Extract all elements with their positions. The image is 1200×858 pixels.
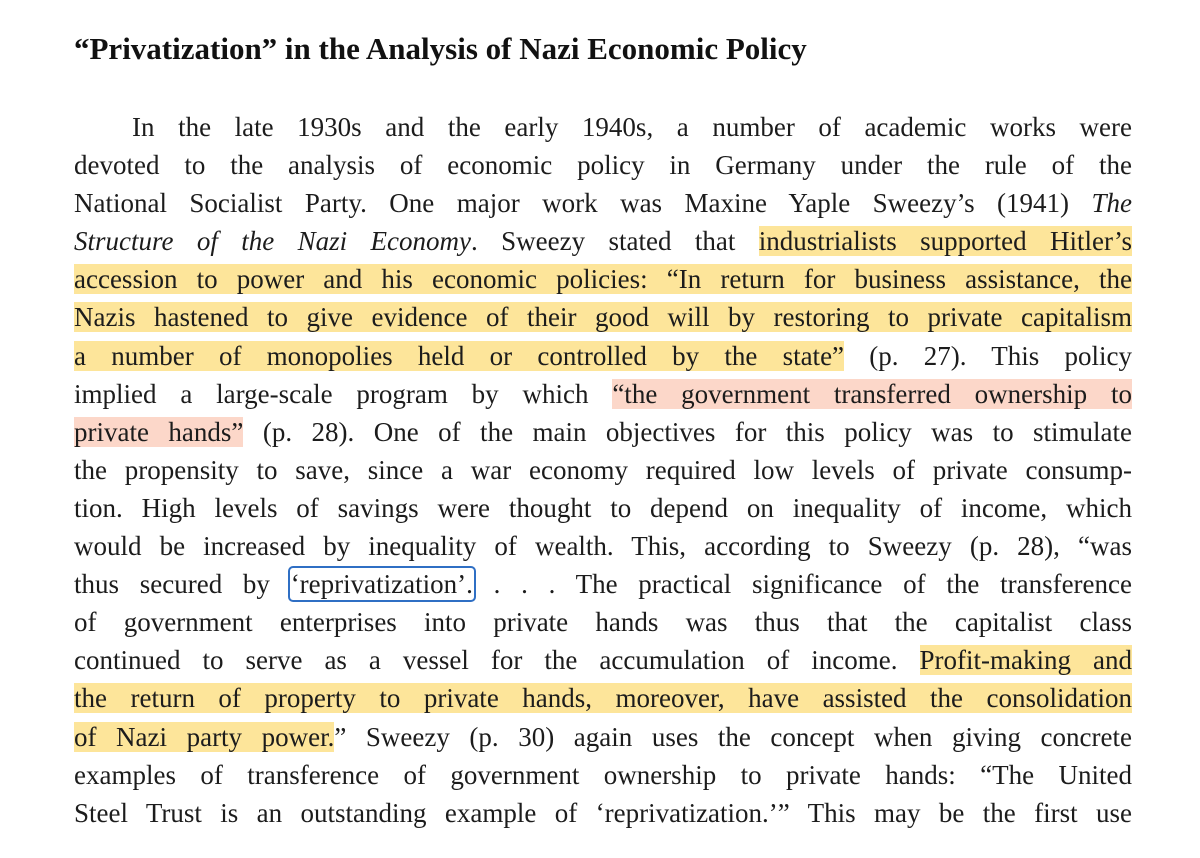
text-line bbox=[74, 146, 1132, 184]
text-line bbox=[74, 451, 1132, 489]
text-line bbox=[74, 108, 1132, 146]
highlighted-text: of Nazi party power. bbox=[74, 721, 335, 752]
text-run: of government enterprises into private hands was thus that the capitalist class bbox=[74, 607, 1132, 638]
text-run: the propensity to save, since a war economy required low levels of private consump- bbox=[74, 454, 1132, 485]
text-run: continued to serve as a vessel for the accumulation of income. bbox=[74, 645, 920, 676]
text-line bbox=[74, 641, 1132, 679]
highlighted-text: Profit-making and bbox=[919, 645, 1132, 676]
text-run: thus secured by bbox=[74, 569, 291, 600]
text-line bbox=[74, 413, 1132, 451]
selected-text-box[interactable]: ‘reprivatization’. bbox=[290, 569, 473, 600]
text-line bbox=[74, 184, 1132, 222]
highlighted-text: accession to power and his economic policies: “In return for business assistance, the bbox=[74, 264, 1132, 295]
text-run: (p. 27). This policy bbox=[844, 340, 1132, 371]
section-heading: “Privatization” in the Analysis of Nazi Economic Policy bbox=[74, 31, 807, 66]
text-line bbox=[74, 260, 1132, 298]
text-run: . Sweezy stated that bbox=[471, 226, 759, 257]
text-line bbox=[74, 337, 1132, 375]
italic-title-text: The bbox=[1091, 188, 1132, 219]
text-run: . . . The practical significance of the transference bbox=[472, 569, 1132, 600]
text-line bbox=[74, 222, 1132, 260]
text-line bbox=[74, 718, 1132, 756]
text-line bbox=[74, 565, 1132, 603]
highlighted-text: industrialists supported Hitler’s bbox=[758, 226, 1132, 257]
highlighted-text: the return of property to private hands, moreover, have assisted the consolidation bbox=[74, 683, 1132, 714]
text-run: National Socialist Party. One major work was Maxine Yaple Sweezy’s (1941) bbox=[74, 188, 1092, 219]
text-run: In the late 1930s and the early 1940s, a number of academic works were bbox=[132, 112, 1132, 142]
text-run: examples of transference of government ownership to private hands: “The United bbox=[74, 759, 1132, 790]
text-line bbox=[74, 679, 1132, 717]
highlighted-text-pink: “the government transferred ownership to bbox=[612, 378, 1132, 409]
text-line bbox=[74, 298, 1132, 336]
text-run: tion. High levels of savings were thought to depend on inequality of income, which bbox=[74, 492, 1132, 523]
text-line bbox=[74, 375, 1132, 413]
text-line bbox=[74, 603, 1132, 641]
highlighted-text: a number of monopolies held or controlled by the state” bbox=[74, 340, 845, 371]
text-run: ” Sweezy (p. 30) again uses the concept when giving concrete bbox=[334, 721, 1132, 752]
text-run: would be increased by inequality of wealth. This, according to Sweezy (p. 28), “was bbox=[74, 531, 1132, 562]
text-line bbox=[74, 794, 1132, 832]
text-run: (p. 28). One of the main objectives for this policy was to stimulate bbox=[243, 416, 1132, 447]
highlighted-text-pink: private hands” bbox=[74, 416, 244, 447]
highlighted-text: Nazis hastened to give evidence of their good will by restoring to private capitalism bbox=[74, 302, 1132, 333]
text-line bbox=[74, 527, 1132, 565]
body-paragraph bbox=[74, 108, 1132, 832]
text-run: devoted to the analysis of economic policy in Germany under the rule of the bbox=[74, 150, 1132, 181]
text-line bbox=[74, 756, 1132, 794]
text-run: implied a large-scale program by which bbox=[74, 378, 613, 409]
text-line bbox=[74, 489, 1132, 527]
text-run: Steel Trust is an outstanding example of ‘reprivatization.’” This may be the first use bbox=[74, 797, 1132, 828]
italic-title-text: Structure of the Nazi Economy bbox=[74, 226, 471, 257]
